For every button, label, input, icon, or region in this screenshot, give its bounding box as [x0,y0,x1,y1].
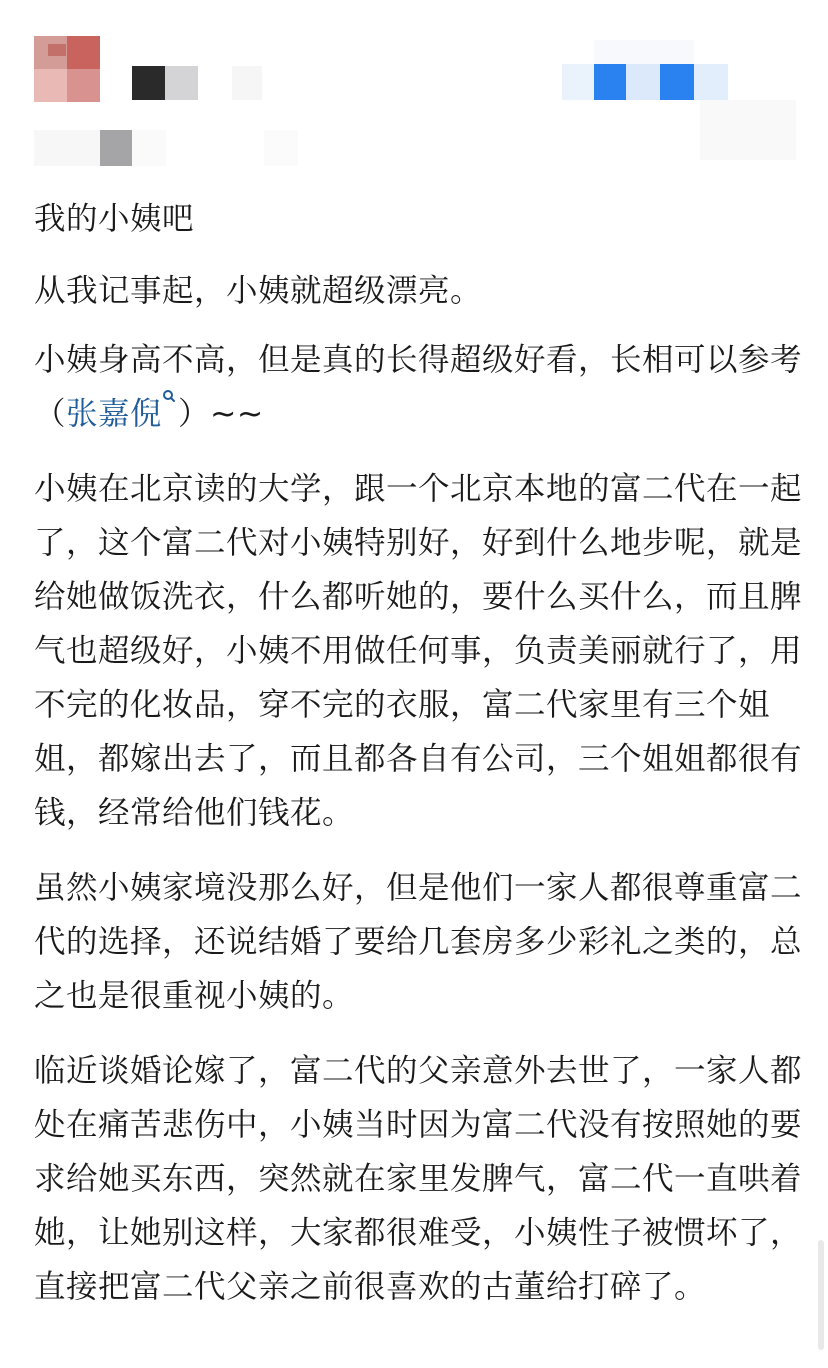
celebrity-link-text[interactable]: 张嘉倪 [66,396,163,432]
paragraph-3: 小姨在北京读的大学，跟一个北京本地的富二代在一起了，这个富二代对小姨特别好，好到什么地步呢，就是给她做饭洗衣，什么都听她的，要什么买什么，而且脾气也超级好，小姨不用做任何事，负责美丽就行了，用不完的化妆品，穿不完的衣服，富二代家里有三个姐姐，都嫁出去了，而且都各自有公司，三个姐姐都很有钱，经常给他们钱花。 [34,471,803,831]
paragraph-4: 虽然小姨家境没那么好，但是他们一家人都很尊重富二代的选择，还说结婚了要给几套房多少彩礼之类的，总之也是很重视小姨的。 [34,870,803,1014]
search-icon [162,389,176,407]
celebrity-link[interactable] [66,396,178,432]
paragraph-1: 从我记事起，小姨就超级漂亮。 [34,273,483,309]
username-blurred[interactable] [132,66,198,100]
avatar[interactable] [34,36,100,102]
post-title: 我的小姨吧 [34,201,195,237]
scrollbar[interactable] [818,1240,824,1350]
paragraph-2-text: 小姨身高不高，但是真的长得超级好看，长相可以参考（ [34,342,803,432]
post-meta-blurred [34,130,354,166]
follow-button-blurred[interactable] [562,64,728,100]
post-content [34,192,804,1314]
paragraph-2 [34,333,804,441]
paragraph-5: 临近谈婚论嫁了，富二代的父亲意外去世了，一家人都处在痛苦悲伤中，小姨当时因为富二代没有按照她的要求给她买东西，突然就在家里发脾气，富二代一直哄着她，让她别这样，大家都很难受，小姨性子被惯坏了，直接把富二代父亲之前很喜欢的古董给打碎了。 [34,1053,803,1305]
paragraph-2-tail: ）~~ [178,396,264,432]
post-header [0,0,828,180]
